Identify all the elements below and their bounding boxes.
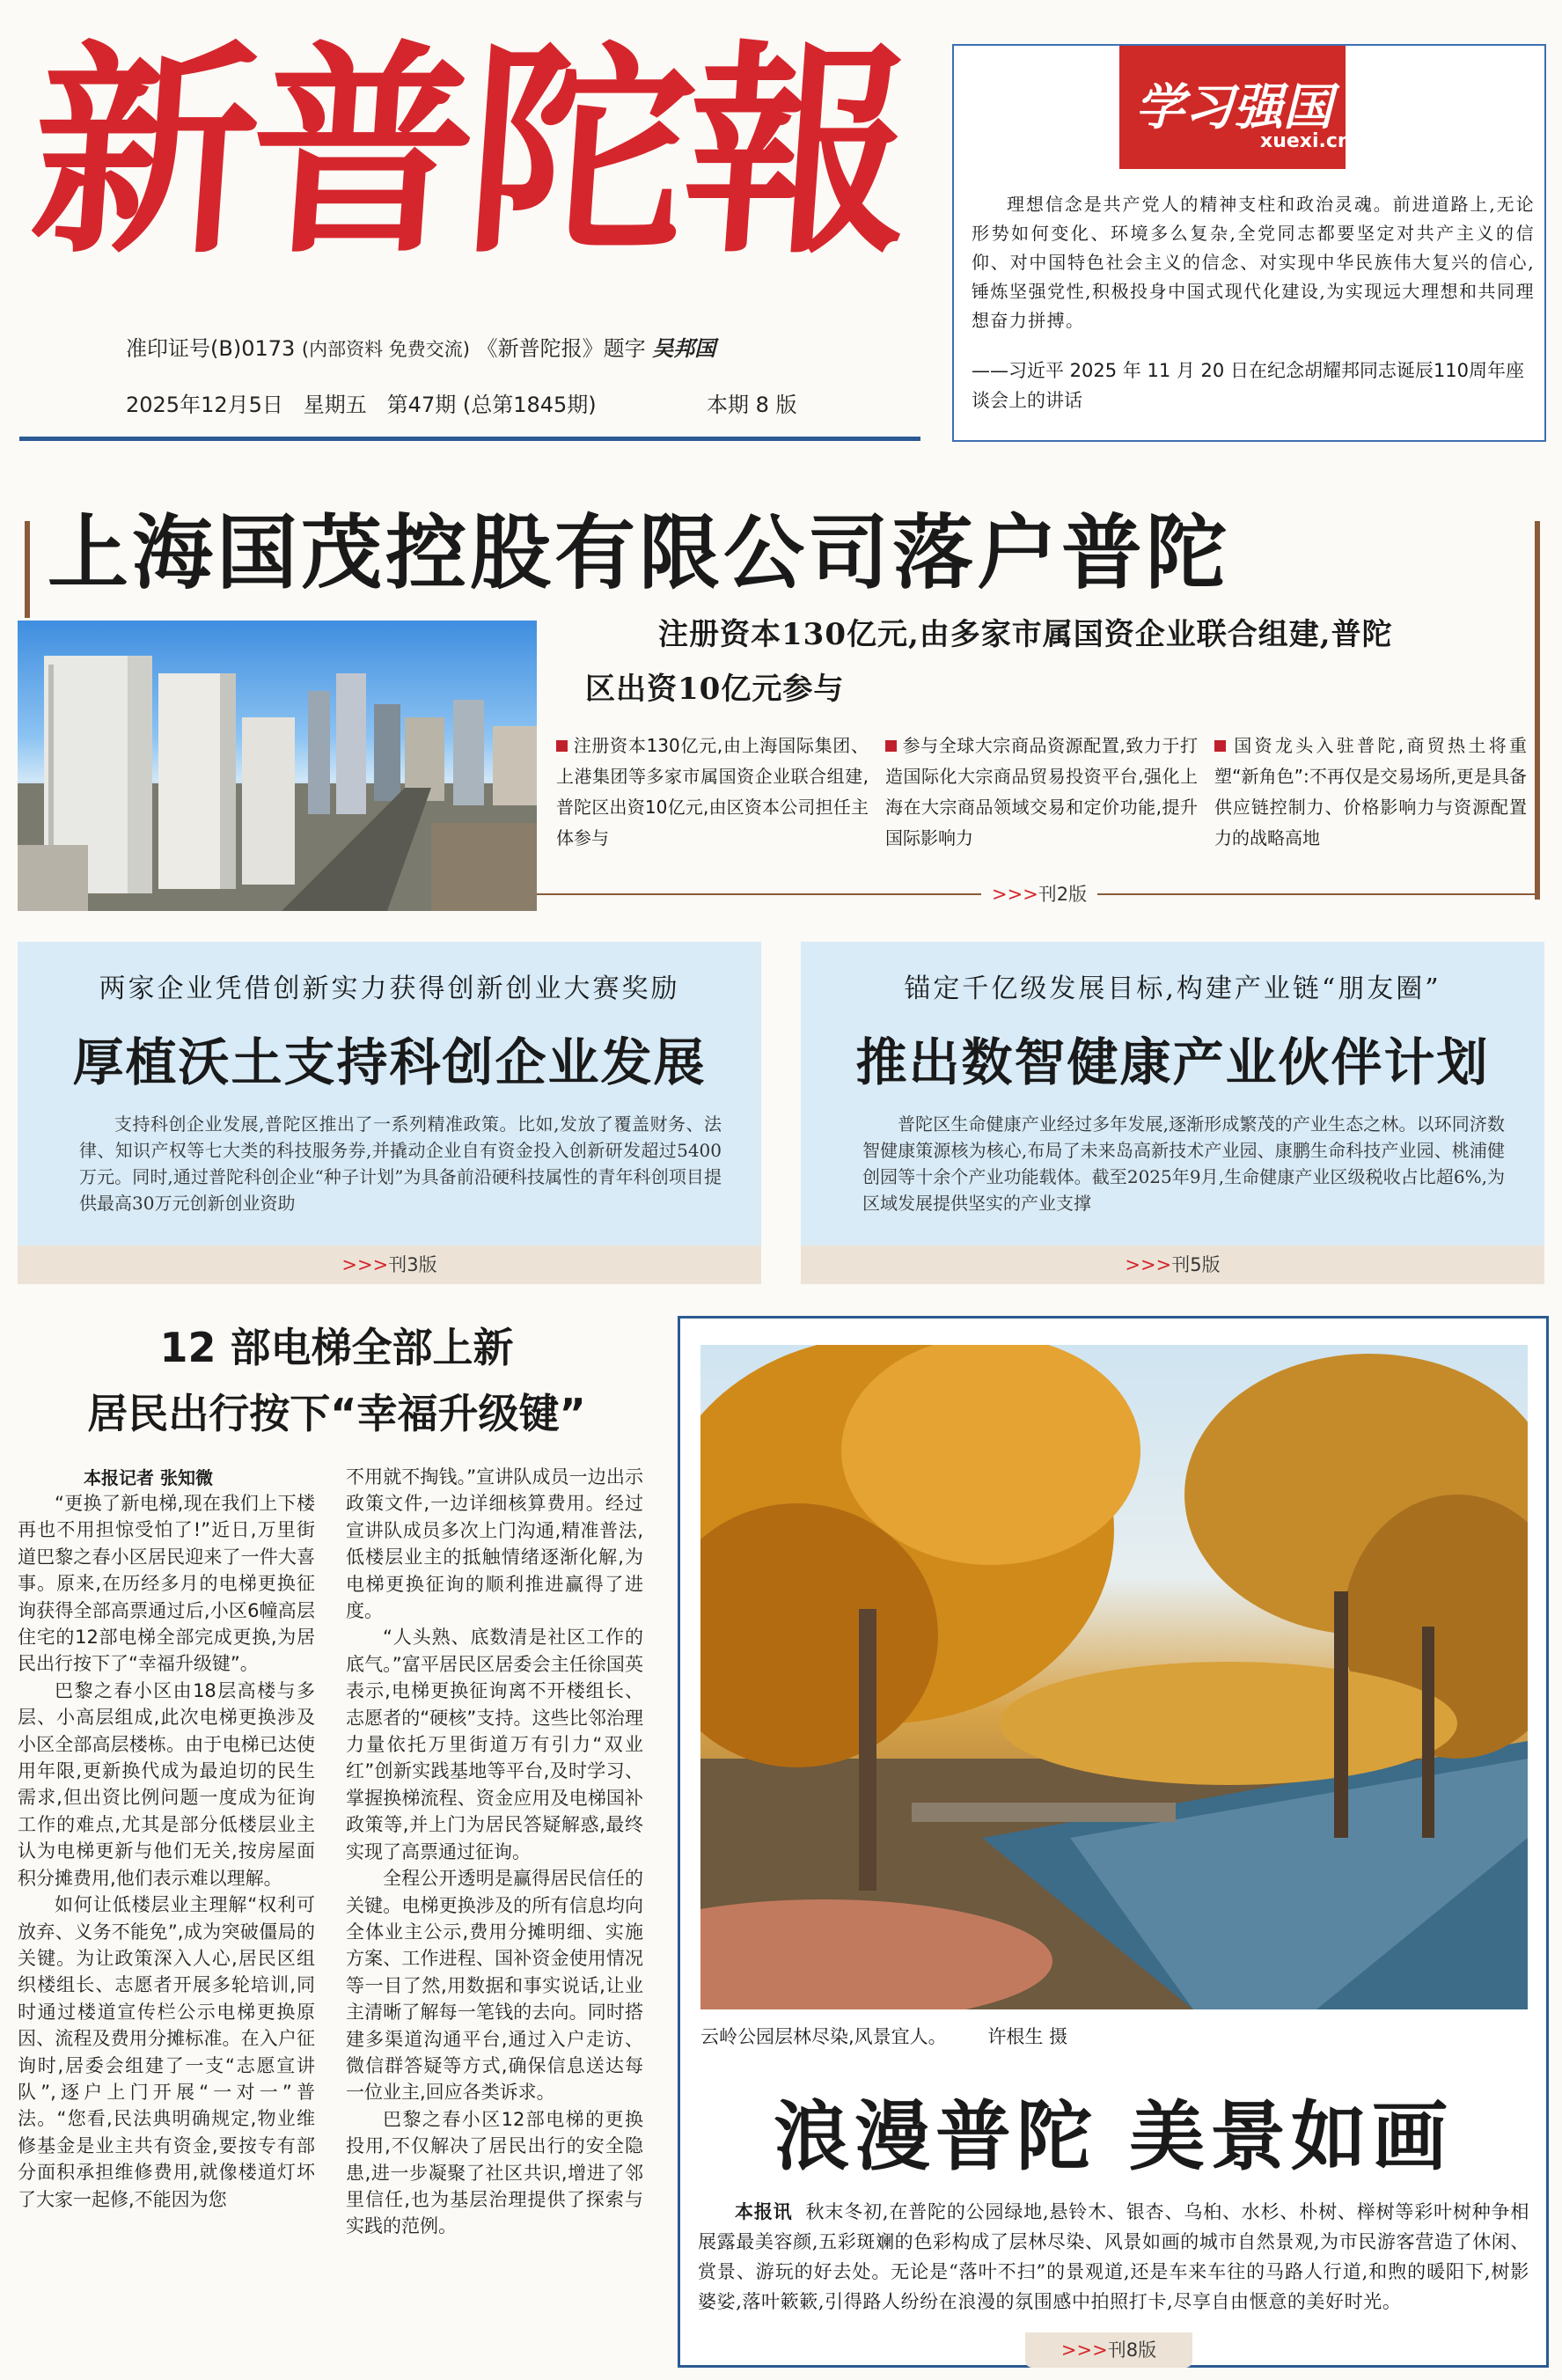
feature-lead-tag: 本报讯 xyxy=(735,2201,793,2222)
xuexi-logo xyxy=(1119,46,1352,169)
jump-arrow-icon: >>> xyxy=(1125,1254,1172,1275)
story-left-box xyxy=(18,942,761,1245)
lead-jump-text: 刊2版 xyxy=(1038,884,1088,905)
feature-photo-park xyxy=(700,1345,1528,2009)
feature-body-text: 秋末冬初,在普陀的公园绿地,悬铃木、银杏、乌桕、水杉、朴树、榉树等彩叶树种争相展露最美容颜,五彩斑斓的色彩构成了层林尽染、风景如画的城市自然景观,为市民游客营造了休闲、赏景、游玩的好去处。无论是“落叶不扫”的景观道,还是车来车往的马路人行道,和煦的暖阳下,树影婆娑,落叶簌簌,引得路人纷纷在浪漫的氛围感中拍照打卡,尽享自由惬意的美好时光。 xyxy=(698,2201,1529,2312)
calligraphy-signature: 吴邦国 xyxy=(652,335,716,361)
elevator-paragraph: 巴黎之春小区由18层高楼与多层、小高层组成,此次电梯更换涉及小区全部高层楼栋。由于电梯已达使用年限,更新换代成为最迫切的民生需求,但出资比例问题一度成为征询工作的难点,尤其是部分低楼层业主认为电梯更新与他们无关,按房屋面积分摊费用,他们表示难以理解。 xyxy=(18,1679,315,1889)
license-number: 准印证号(B)0173 xyxy=(126,336,296,361)
story-right-body: 普陀区生命健康产业经过多年发展,逐渐形成繁茂的产业生态之林。以环同济数智健康策源核为核心,布局了未来岛高新技术产业园、康鹏生命科技产业园、桃浦健创园等十余个产业功能载体。截至2025年9月,生命健康产业区级税收占比超6%,为区域发展提供坚实的产业支撑 xyxy=(862,1113,1505,1214)
feature-jump-link[interactable] xyxy=(1025,2332,1192,2368)
elevator-paragraph: “更换了新电梯,现在我们上下楼再也不用担惊受怕了!”近日,万里街道巴黎之春小区居民迎来了一件大喜事。原来,在历经多月的电梯更换征询获得全部高票通过后,小区6幢高层住宅的12部电梯全部完成更换,为居民出行按下了“幸福升级键”。 xyxy=(18,1493,315,1675)
skyline-illustration xyxy=(18,621,537,911)
lead-bullet-3-text: 国资龙头入驻普陀,商贸热土将重塑“新角色”:不再仅是交易场所,更是具备供应链控制力、价格影响力与资源配置力的战略高地 xyxy=(1214,735,1527,848)
story-left-jump-link[interactable] xyxy=(18,1245,761,1284)
elevator-column-2 xyxy=(346,1464,643,2362)
issue-total: (总第1845期) xyxy=(462,393,597,417)
bullet-square-icon xyxy=(1214,740,1226,752)
feature-footer xyxy=(1025,2332,1192,2368)
story-right-kicker: 锚定千亿级发展目标,构建产业链“朋友圈” xyxy=(904,973,1441,1004)
story-left-headline: 厚植沃土支持科创企业发展 xyxy=(72,1032,707,1092)
elevator-headline-line2: 居民出行按下“幸福升级键” xyxy=(87,1390,586,1437)
issue-number: 第47期 xyxy=(386,393,457,417)
park-illustration xyxy=(700,1345,1528,2009)
title-credit: 《新普陀报》题字 xyxy=(476,336,646,361)
lead-bullet-1-text: 注册资本130亿元,由上海国际集团、上港集团等多家市属国资企业联合组建,普陀区出资10亿元,由区资本公司担任主体参与 xyxy=(556,735,869,848)
elevator-paragraph: 不用就不掏钱。”宣讲队成员一边出示政策文件,一边详细核算费用。经过宣讲队成员多次上门沟通,精准普法,低楼层业主的抵触情绪逐渐化解,为电梯更换征询的顺利推进赢得了进度。 xyxy=(346,1466,643,1622)
masthead-rule xyxy=(19,437,920,441)
lead-jump-link[interactable] xyxy=(981,880,1097,907)
elevator-paragraph: 巴黎之春小区12部电梯的更换投用,不仅解决了居民出行的安全隐患,进一步凝聚了社区共识,增进了邻里信任,也为基层治理提供了探索与实践的范例。 xyxy=(346,2108,643,2237)
xuexi-quote-box xyxy=(952,44,1546,442)
story-right-jump-link[interactable] xyxy=(801,1245,1544,1284)
bullet-square-icon xyxy=(556,740,568,752)
jump-arrow-icon: >>> xyxy=(992,884,1038,905)
elevator-paragraph: “人头熟、底数清是社区工作的底气。”富平居民区居委会主任徐国英表示,电梯更换征询离不开楼组长、志愿者的“硬核”支持。这些比邻治理力量依托万里街道万有引力“双业红”创新实践基地等平台,及时学习、掌握换梯流程、资金应用及电梯国补政策等,并上门为居民答疑解惑,最终实现了高票通过征询。 xyxy=(346,1627,643,1862)
quote-text: 理想信念是共产党人的精神支柱和政治灵魂。前进道路上,无论形势如何变化、环境多么复杂,全党同志都要坚定对共产主义的信仰、对中国特色社会主义的信念、对实现中华民族伟大复兴的信心,锤炼坚强党性,积极投身中国式现代化建设,为实现远大理想和共同理想奋力拼搏。 xyxy=(972,194,1535,331)
feature-body xyxy=(698,2197,1529,2317)
xuexi-url: xuexi.cn xyxy=(1260,130,1352,152)
lead-bullet-2-text: 参与全球大宗商品资源配置,致力于打造国际化大宗商品贸易投资平台,强化上海在大宗商品领域交易和定价功能,提升国际影响力 xyxy=(885,735,1198,848)
issue-weekday: 星期五 xyxy=(303,393,367,417)
license-note: (内部资料 免费交流) xyxy=(301,339,470,360)
feature-jump-text: 刊8版 xyxy=(1107,2340,1157,2361)
story-left-kicker: 两家企业凭借创新实力获得创新创业大赛奖励 xyxy=(99,973,680,1004)
masthead-title: 新普陀報 xyxy=(24,21,913,284)
jump-arrow-icon: >>> xyxy=(341,1254,389,1275)
jump-arrow-icon: >>> xyxy=(1060,2340,1108,2361)
elevator-paragraph: 全程公开透明是赢得居民信任的关键。电梯更换涉及的所有信息均向全体业主公示,费用分摊明细、实施方案、工作进程、国补资金使用情况等一目了然,用数据和事实说话,让业主清晰了解每一笔钱的去向。同时搭建多渠道沟通平台,通过入户走访、微信群答疑等方式,确保信息送达每一位业主,回应各类诉求。 xyxy=(346,1868,643,2104)
feature-title: 浪漫普陀 美景如画 xyxy=(774,2092,1453,2181)
elevator-headline-line1: 12 部电梯全部上新 xyxy=(159,1324,514,1371)
license-line xyxy=(126,331,715,362)
lead-bullet-2 xyxy=(885,731,1198,854)
story-left-jump-text: 刊3版 xyxy=(388,1254,437,1275)
elevator-column-1 xyxy=(18,1490,315,2362)
issue-date: 2025年12月5日 xyxy=(126,393,283,417)
lead-subhead-line2: 区出资10亿元参与 xyxy=(585,672,845,707)
feature-caption: 云岭公园层林尽染,风景宜人。 xyxy=(700,2026,947,2047)
lead-bullet-1 xyxy=(556,731,869,854)
issue-line xyxy=(126,387,812,418)
story-right-footer xyxy=(801,1245,1544,1284)
feature-box xyxy=(678,1316,1549,2368)
bullet-square-icon xyxy=(885,740,897,752)
lead-right-bracket xyxy=(1535,521,1540,900)
xuexi-logo-text: 学习强国 xyxy=(1135,78,1332,136)
story-left-footer xyxy=(18,1245,761,1284)
lead-photo-skyline xyxy=(18,621,537,911)
feature-photographer: 许根生 摄 xyxy=(987,2026,1068,2047)
story-right-headline: 推出数智健康产业伙伴计划 xyxy=(855,1032,1490,1092)
story-left-body: 支持科创企业发展,普陀区推出了一系列精准政策。比如,发放了覆盖财务、法律、知识产权等七大类的科技服务券,并撬动企业自有资金投入创新研发超过5400万元。同时,通过普陀科创企业“种子计划”为具备前沿硬科技属性的青年科创项目提供最高30万元创新创业资助 xyxy=(79,1113,722,1214)
story-right-box xyxy=(801,942,1544,1245)
lead-subhead-line1: 注册资本130亿元,由多家市属国资企业联合组建,普陀 xyxy=(658,617,1393,652)
lead-left-bracket xyxy=(25,521,30,618)
elevator-paragraph: 如何让低楼层业主理解“权利可放弃、义务不能免”,成为突破僵局的关键。为让政策深入人心,居民区组织楼组长、志愿者开展多轮培训,同时通过楼道宣传栏公示电梯更换原因、流程及费用分摊标准。在入户征询时,居委会组建了一支“志愿宣讲队”,逐户上门开展“一对一”普法。“您看,民法典明确规定,物业维修基金是业主共有资金,要按专有部分面积承担维修费用,就像楼道灯坏了大家一起修,不能因为您 xyxy=(18,1894,315,2210)
lead-bullet-3 xyxy=(1214,731,1527,854)
lead-headline: 上海国茂控股有限公司落户普陀 xyxy=(48,506,1231,600)
feature-caption-line xyxy=(700,2023,1067,2049)
story-right-jump-text: 刊5版 xyxy=(1171,1254,1221,1275)
page-count: 本期 8 版 xyxy=(707,393,797,417)
quote-attribution: ——习近平 2025 年 11 月 20 日在纪念胡耀邦同志诞辰110周年座谈会上的讲话 xyxy=(972,360,1525,411)
elevator-byline: 本报记者 张知微 xyxy=(84,1467,213,1488)
